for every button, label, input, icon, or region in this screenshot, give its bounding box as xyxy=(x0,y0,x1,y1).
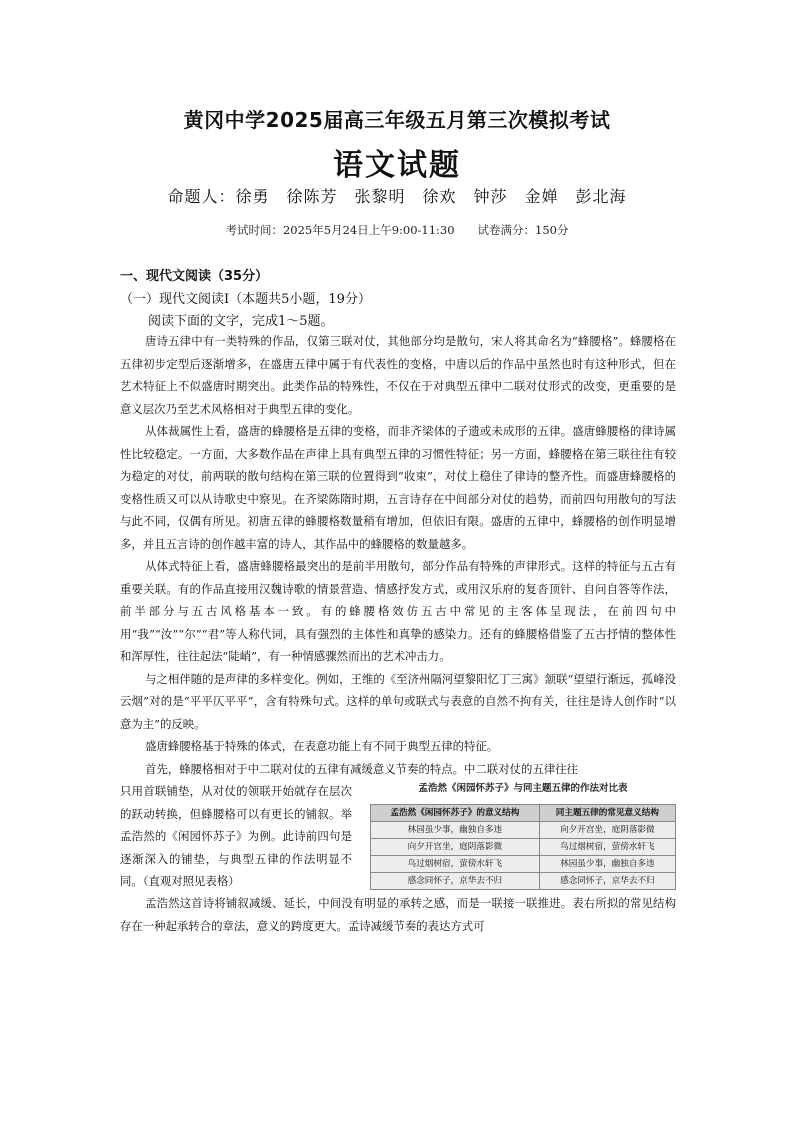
paragraph: 从体裁属性上看，盛唐的蜂腰格是五律的变格，而非齐梁体的子遗或未成形的五律。盛唐蜂腰格的律诗属性比较稳定。一方面，大多数作品在声律上具有典型五律的习惯性特征；另一方面，蜂腰格在第三联往往有较为稳定的对仗，前两联的散句结构在第三联的位置得到“收束”，对仗上稳住了律诗的整齐性。而盛唐蜂腰格的变格性质又可以从诗歌史中察见。在齐梁陈隋时期，五言诗存在中间部分对仗的趋势，而前四句用散句的写法与此不同，仅偶有所见。初唐五律的蜂腰格数量稍有增加，但依旧有限。盛唐的五律中，蜂腰格的创作明显增多，并且五言诗的创作越丰富的诗人，其作品中的蜂腰格的数量越多。 xyxy=(120,424,676,551)
section-subheading: （一）现代文阅读Ⅰ（本题共5小题，19分） xyxy=(120,292,371,307)
paragraph: 盛唐蜂腰格基于特殊的体式，在表意功能上有不同于典型五律的特征。 xyxy=(145,739,499,753)
table-cell: 鸟过烟树宿，萤傍水轩飞 xyxy=(371,856,540,873)
table-cell: 向夕开宫坐，庭阴落影微 xyxy=(371,839,540,856)
table-cell: 感念同怀子，京华去不归 xyxy=(371,873,540,890)
table-row xyxy=(371,873,676,890)
exam-info: 考试时间：2025年5月24日上午9:00-11:30 试卷满分：150分 xyxy=(225,223,569,237)
table-cell: 向夕开宫坐，庭阴落影微 xyxy=(539,822,675,839)
table-header-row xyxy=(371,805,676,822)
authors-line: 命题人：徐勇 徐陈芳 张黎明 徐欢 钟莎 金婵 彭北海 xyxy=(167,187,627,206)
table-row xyxy=(371,822,676,839)
table-header-cell: 孟浩然《闲园怀苏子》的意义结构 xyxy=(371,805,540,822)
section-heading: 一、现代文阅读（35分） xyxy=(120,269,269,284)
paragraph: 首先，蜂腰格相对于中二联对仗的五律有减缓意义节奏的特点。中二联对仗的五律往往 xyxy=(145,761,578,776)
subject-title: 语文试题 xyxy=(333,148,461,183)
paragraph: 与之相伴随的是声律的多样变化。例如，王维的《至济州隔河望黎阳忆丁三寓》颔联“望望行渐远，孤峰没云烟”对的是“平平仄平平”，含有特殊句式。这样的单句或联式与表意的自然不拘有关，往往是诗人创作时“以意为主”的反映。 xyxy=(120,671,676,731)
paragraph-with-table xyxy=(120,780,676,892)
comparison-table-block xyxy=(370,782,676,890)
passage-body xyxy=(120,330,676,937)
table-cell: 鸟过烟树宿，萤傍水轩飞 xyxy=(539,839,675,856)
paragraph: 唐诗五律中有一类特殊的作品，仅第三联对仗，其他部分均是散句，宋人将其命名为“蜂腰格”。蜂腰格在五律初步定型后逐渐增多，在盛唐五律中属于有代表性的变格，中唐以后的作品中虽然也时有这种形式，但在艺术特征上不似盛唐时期突出。此类作品的特殊性，不仅在于对典型五律中二联对仗形式的改变，更重要的是意义层次乃至艺术风格相对于典型五律的变化。 xyxy=(120,334,676,416)
paragraph: 孟浩然这首诗将铺叙减缓、延长，中间没有明显的承转之感，而是一联接一联推进。表右所拟的常见结构存在一种起承转合的章法，意义的跨度更大。孟诗减缓节奏的表达方式可 xyxy=(120,896,676,933)
table-row xyxy=(371,839,676,856)
paragraph: 从体式特征上看，盛唐蜂腰格最突出的是前半用散句，部分作品有特殊的声律形式。这样的特征与五古有重要关联。有的作品直接用汉魏诗歌的情景营造、情感抒发方式，或用汉乐府的复沓顶针、自问自答等作法，前半部分与五古风格基本一致。有的蜂腰格效仿五古中常见的主客体呈现法，在前四句中用“我”“汝”“尔”“君”等人称代词，具有强烈的主体性和真挚的感染力。还有的蜂腰格借鉴了五古抒情的整体性和浑厚性，往往起法“陡峭”，有一种情感骤然而出的艺术冲击力。 xyxy=(120,559,676,663)
comparison-table xyxy=(370,804,676,890)
table-cell: 林园虽少事，幽独自多违 xyxy=(539,856,675,873)
reading-instruction: 阅读下面的文字，完成1～5题。 xyxy=(148,314,334,329)
table-row xyxy=(371,856,676,873)
table-cell: 林园虽少事，幽独自多违 xyxy=(371,822,540,839)
table-header-cell: 同主题五律的常见意义结构 xyxy=(539,805,675,822)
table-cell: 感念同怀子，京华去不归 xyxy=(539,873,675,890)
school-exam-title: 黄冈中学2025届高三年级五月第三次模拟考试 xyxy=(183,108,611,132)
table-caption: 孟浩然《闲园怀苏子》与同主题五律的作法对比表 xyxy=(418,783,628,794)
paragraph: 只用首联铺垫，从对仗的领联开始就存在层次的跃动转换，但蜂腰格可以有更长的铺叙。举孟浩然的《闲园怀苏子》为例。此诗前四句是逐渐深入的铺垫，与典型五律的作法明显不同。（直观对照见表格） xyxy=(120,784,352,888)
